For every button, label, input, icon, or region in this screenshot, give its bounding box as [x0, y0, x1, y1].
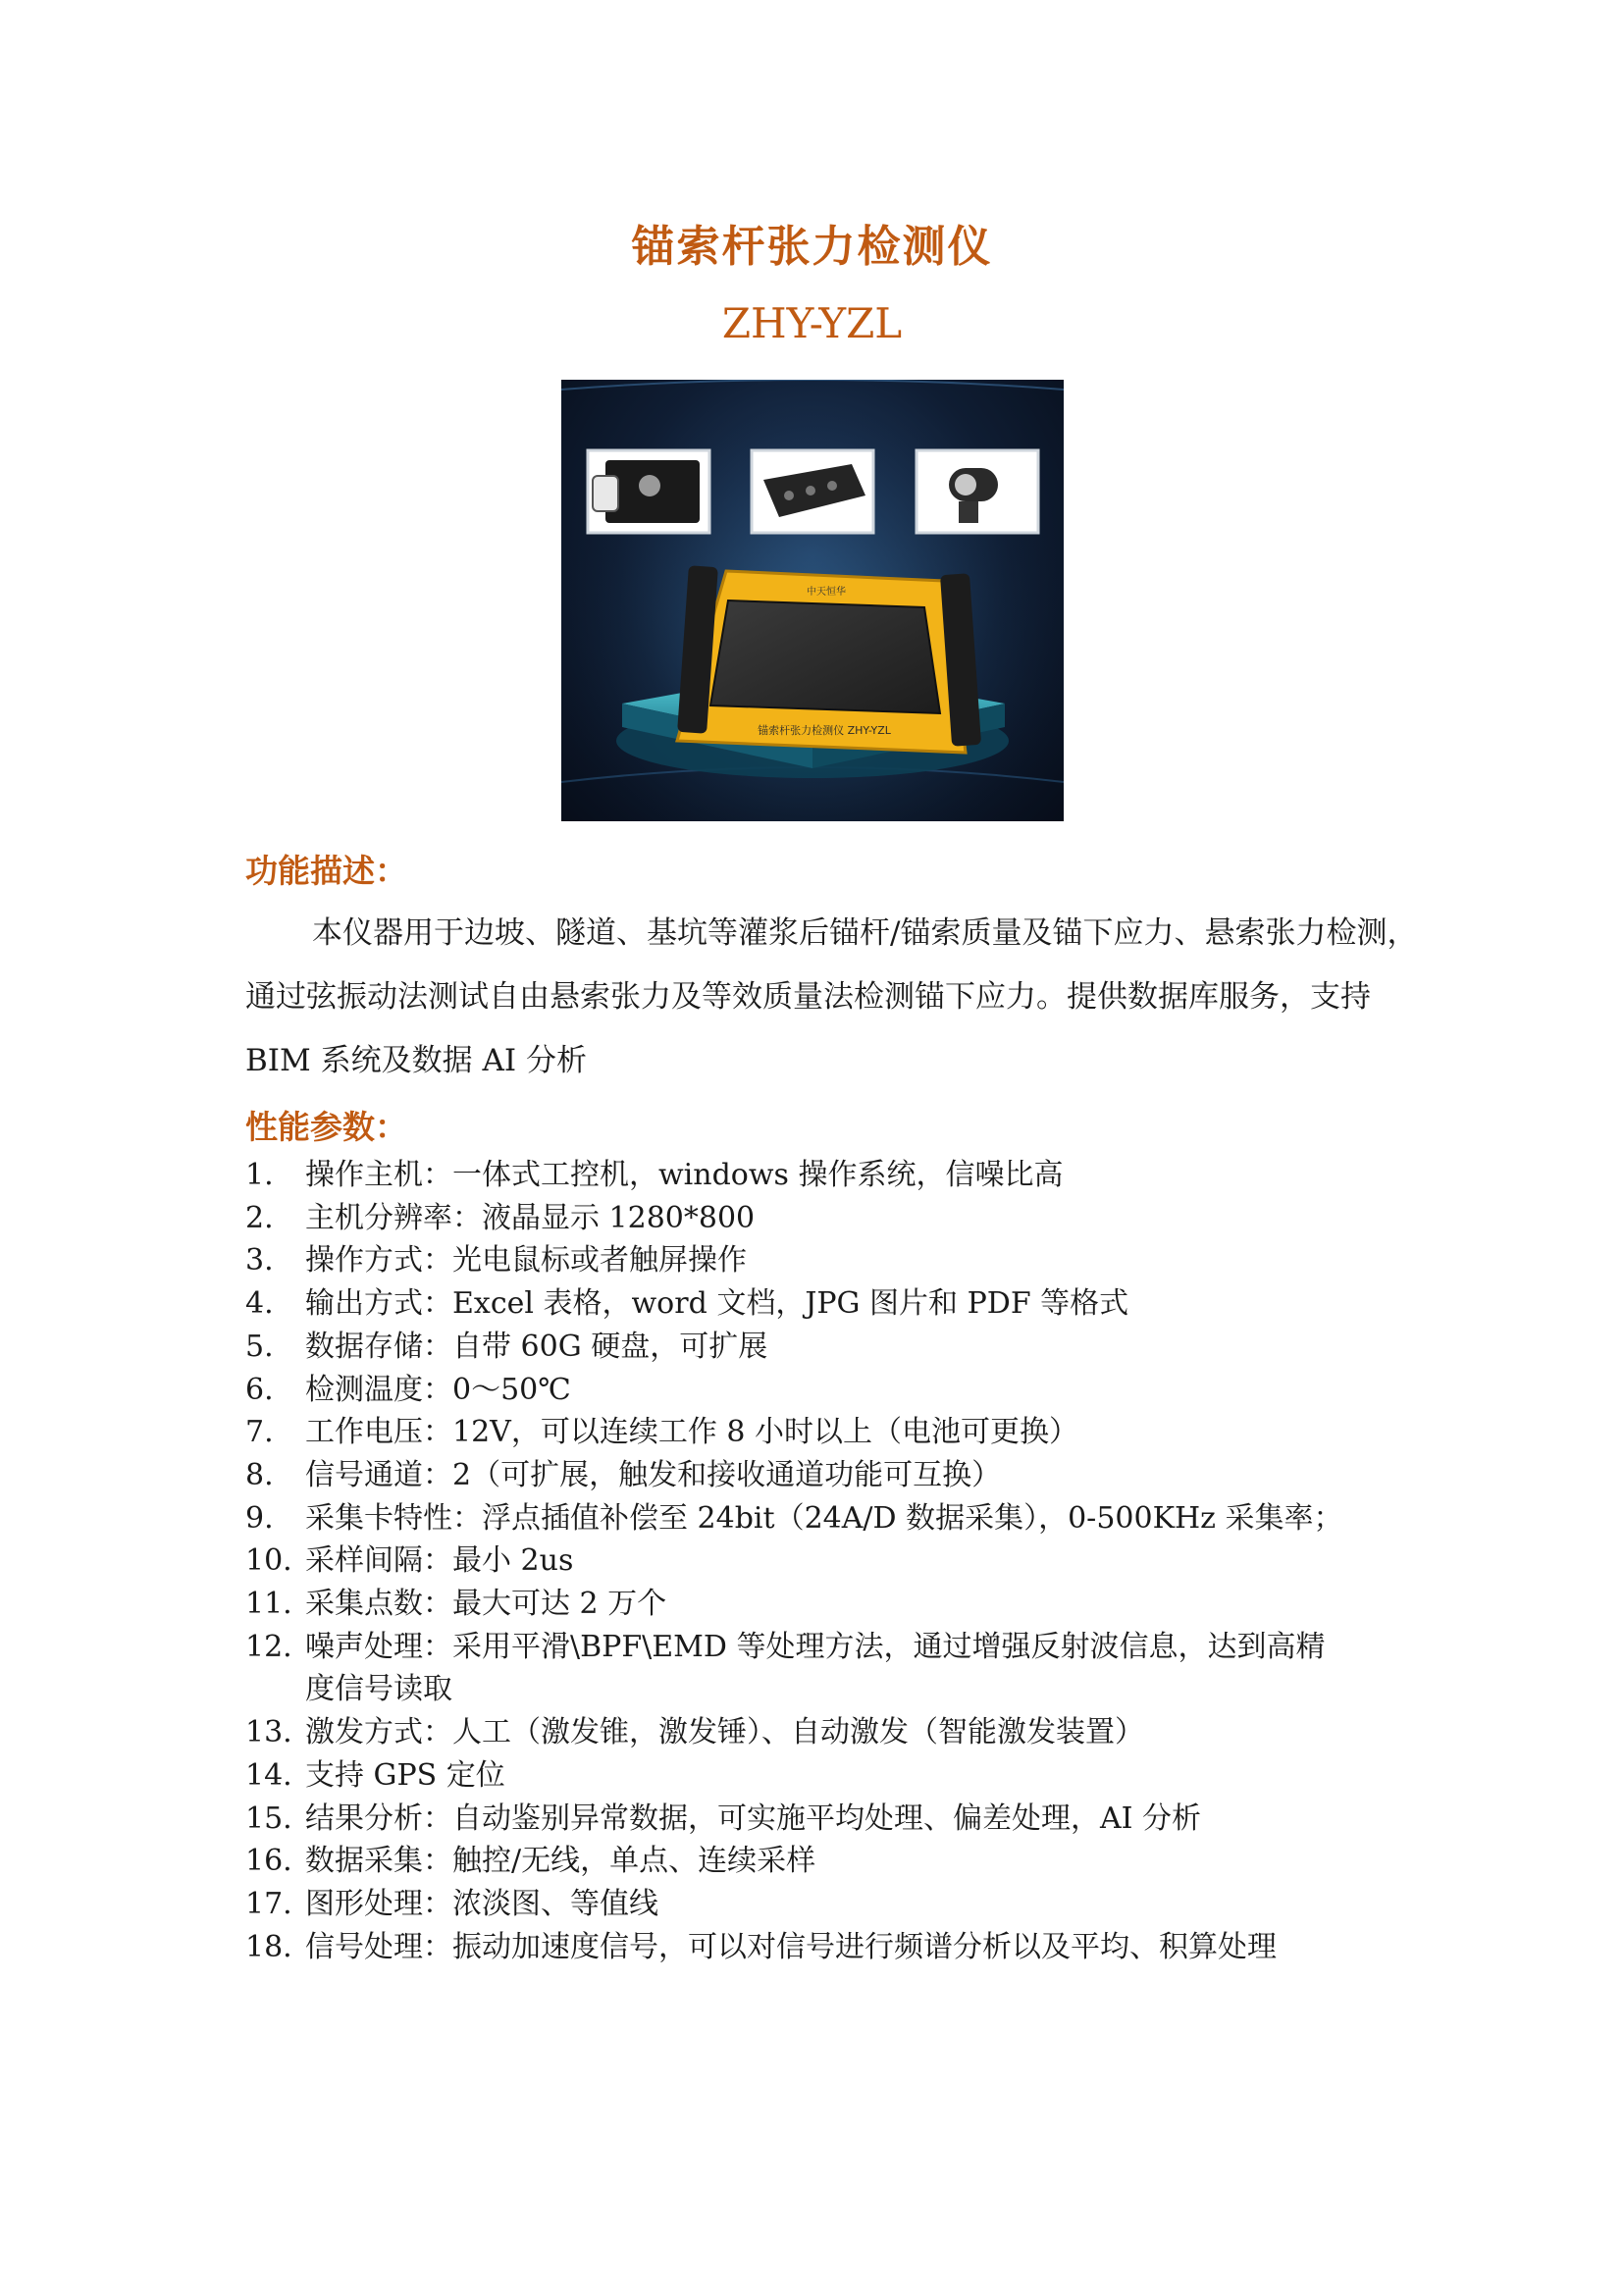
spec-item — [245, 1197, 1472, 1240]
spec-text: 检测温度：0～50℃ — [305, 1372, 571, 1407]
spec-number: 1. — [245, 1158, 274, 1192]
sensor-box-thumbnail — [752, 450, 873, 533]
model-number: ZHY-YZL — [721, 299, 903, 347]
spec-text: 结果分析：自动鉴别异常数据，可实施平均处理、偏差处理，AI 分析 — [305, 1800, 1202, 1836]
spec-number: 13. — [245, 1715, 292, 1750]
specs-heading: 性能参数： — [245, 1108, 407, 1146]
spec-item — [245, 1497, 1472, 1540]
spec-item — [245, 1539, 1472, 1583]
spec-text: 采样间隔：最小 2us — [305, 1543, 574, 1579]
spec-number: 11. — [245, 1587, 292, 1622]
product-image — [561, 380, 1064, 821]
spec-number: 2. — [245, 1200, 274, 1235]
spec-item — [245, 1239, 1472, 1282]
spec-item — [245, 1369, 1472, 1412]
spec-item — [245, 1883, 1472, 1926]
spec-item — [245, 1583, 1472, 1626]
spec-text: 工作电压：12V，可以连续工作 8 小时以上（电池可更换） — [305, 1415, 1078, 1450]
spec-text: 数据存储：自带 60G 硬盘，可扩展 — [305, 1329, 768, 1364]
spec-number: 16. — [245, 1844, 292, 1879]
detector-device — [677, 565, 981, 753]
spec-item — [245, 1798, 1472, 1841]
spec-number: 6. — [245, 1372, 274, 1407]
spec-text: 噪声处理：采用平滑\BPF\EMD 等处理方法，通过增强反射波信息，达到高精 — [305, 1629, 1326, 1664]
spec-text: 数据采集：触控/无线，单点、连续采样 — [305, 1844, 816, 1879]
description-line: BIM 系统及数据 AI 分析 — [245, 1043, 587, 1078]
document-title: 锚索杆张力检测仪 — [631, 222, 993, 272]
spec-text: 激发方式：人工（激发锥，激发锤）、自动激发（智能激发装置） — [305, 1715, 1144, 1750]
spec-item — [245, 1326, 1472, 1369]
spec-number: 15. — [245, 1800, 292, 1836]
spec-item — [245, 1454, 1472, 1497]
spec-number: 18. — [245, 1929, 292, 1964]
spec-text: 操作主机：一体式工控机，windows 操作系统，信噪比高 — [305, 1158, 1064, 1192]
spec-text: 操作方式：光电鼠标或者触屏操作 — [305, 1243, 747, 1278]
spec-text: 采集点数：最大可达 2 万个 — [305, 1587, 667, 1622]
spec-item — [245, 1926, 1472, 1969]
spec-number: 8. — [245, 1457, 274, 1492]
spec-item — [245, 1411, 1472, 1454]
spec-text: 图形处理：浓淡图、等值线 — [305, 1886, 658, 1921]
spec-text: 支持 GPS 定位 — [305, 1757, 505, 1793]
spec-number: 14. — [245, 1757, 292, 1793]
spec-text: 信号通道：2（可扩展，触发和接收通道功能可互换） — [305, 1457, 1002, 1492]
spec-item — [245, 1626, 1472, 1711]
spec-item — [245, 1840, 1472, 1883]
description-line: 本仪器用于边坡、隧道、基坑等灌浆后锚杆/锚索质量及锚下应力、悬索张力检测， — [312, 915, 1418, 951]
camera-thumbnail — [917, 450, 1038, 533]
spec-item — [245, 1754, 1472, 1798]
description-line: 通过弦振动法测试自由悬索张力及等效质量法检测锚下应力。提供数据库服务，支持 — [245, 979, 1371, 1015]
spec-number: 10. — [245, 1543, 292, 1579]
device-brand-label: 中天恒华 — [807, 587, 846, 598]
function-heading: 功能描述： — [245, 852, 407, 890]
spec-text: 信号处理：振动加速度信号，可以对信号进行频谱分析以及平均、积算处理 — [305, 1929, 1277, 1964]
spec-item — [245, 1711, 1472, 1754]
spec-number: 3. — [245, 1243, 274, 1278]
spec-number: 4. — [245, 1286, 274, 1322]
spec-text: 采集卡特性：浮点插值补偿至 24bit（24A/D 数据采集），0-500KHz 采集率； — [305, 1500, 1343, 1536]
spec-number: 9. — [245, 1500, 274, 1536]
spec-item — [245, 1154, 1472, 1197]
specs-list — [245, 1154, 1472, 1968]
spec-number: 12. — [245, 1629, 292, 1664]
spec-text: 主机分辨率：液晶显示 1280*800 — [305, 1200, 756, 1235]
device-model-label: 锚索杆张力检测仪 ZHY-YZL — [758, 724, 891, 737]
spec-text: 输出方式：Excel 表格，word 文档，JPG 图片和 PDF 等格式 — [305, 1286, 1129, 1322]
connector-thumbnail — [588, 450, 709, 533]
spec-number: 7. — [245, 1415, 274, 1450]
spec-text-continuation: 度信号读取 — [305, 1672, 452, 1707]
spec-item — [245, 1282, 1472, 1326]
spec-number: 17. — [245, 1886, 292, 1921]
spec-number: 5. — [245, 1329, 274, 1364]
